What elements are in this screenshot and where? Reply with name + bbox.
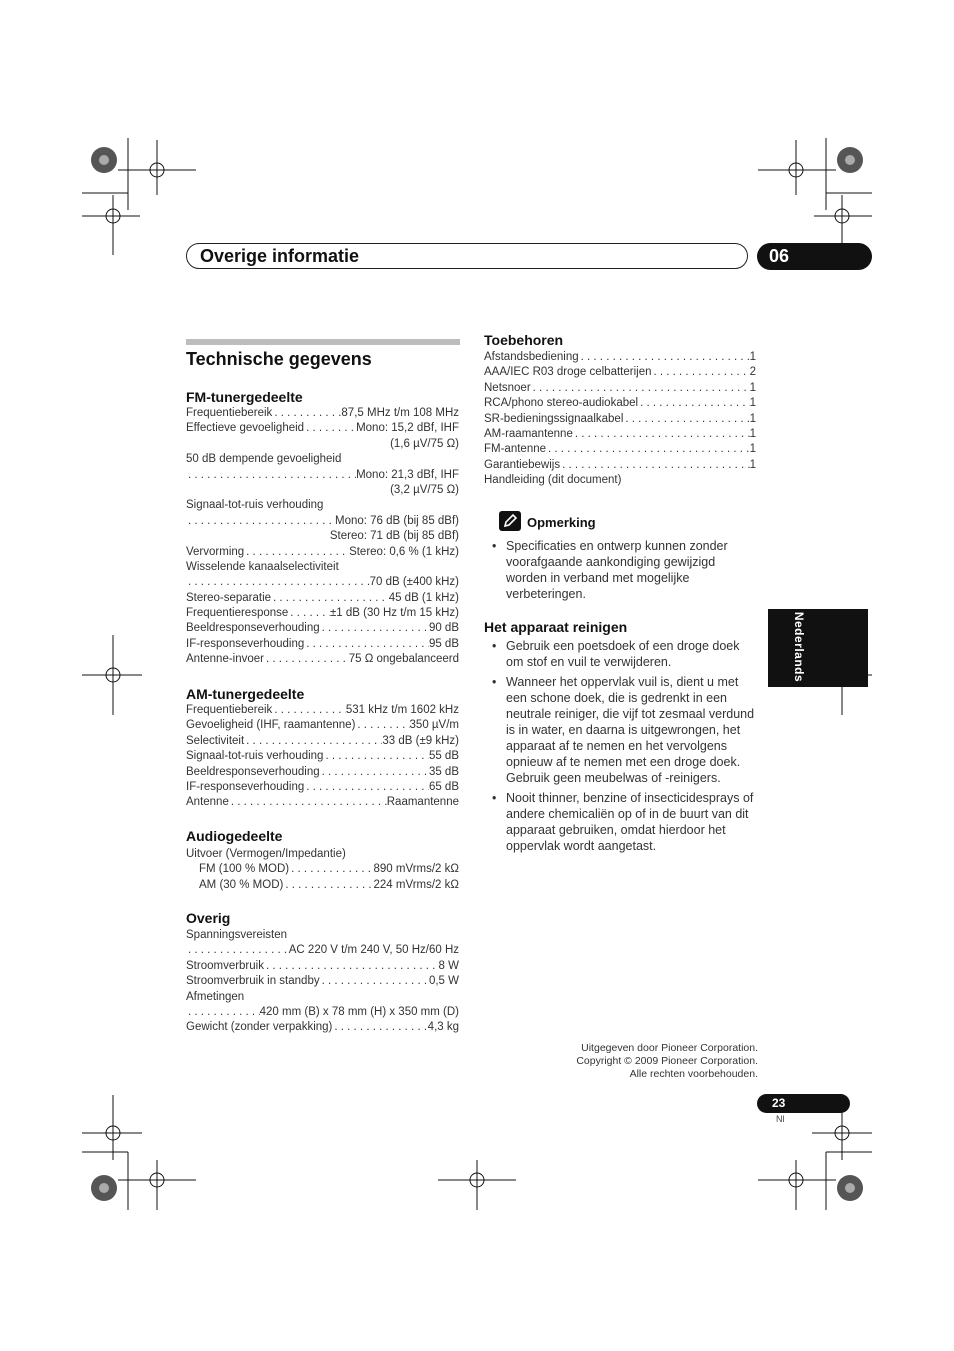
spec-label: Afstandsbediening: [484, 351, 579, 363]
language-tab-label: Nederlands: [792, 611, 806, 683]
spec-value: 8 W: [438, 959, 459, 972]
spec-label: Stroomverbruik in standby: [186, 975, 320, 988]
leader-dots: [304, 421, 356, 436]
am-heading: AM-tunergedeelte: [186, 686, 305, 702]
spec-label: Beeldresponseverhouding: [186, 622, 320, 635]
leader-dots: [355, 718, 409, 733]
leader-dots: [320, 765, 429, 780]
spec-row: [186, 406, 459, 421]
spec-value: 33 dB (±9 kHz): [382, 734, 459, 747]
spec-row: [186, 878, 459, 893]
spec-value: 1: [749, 412, 756, 425]
spec-label: Effectieve gevoeligheid: [186, 422, 305, 435]
leader-dots: [323, 749, 428, 764]
audio-heading: Audiogedeelte: [186, 828, 283, 844]
leader-dots: [304, 637, 429, 652]
spec-value: Mono: 76 dB (bij 85 dBf): [334, 514, 459, 527]
spec-row: [186, 765, 459, 780]
leader-dots: [320, 974, 429, 989]
spec-value: 87,5 MHz t/m 108 MHz: [341, 407, 459, 419]
leader-dots: [332, 1020, 427, 1035]
spec-label: Stroomverbruik: [186, 959, 264, 972]
publisher-info: [576, 1042, 758, 1081]
leader-dots: [304, 780, 429, 795]
spec-row: [484, 396, 756, 411]
spec-label: AM-raamantenne: [484, 427, 573, 440]
spec-label: RCA/phono stereo-audiokabel: [484, 397, 639, 410]
spec-row: [484, 365, 756, 380]
leader-dots: [186, 943, 289, 958]
spec-value: 1: [749, 458, 756, 471]
spec-continuation: (1,6 µV/75 Ω): [390, 437, 459, 450]
page-number: 23: [772, 1096, 786, 1110]
spec-text: Uitvoer (Vermogen/Impedantie): [186, 848, 346, 860]
spec-row: [186, 943, 459, 958]
spec-value: 1: [749, 351, 756, 363]
spec-label: Antenne: [186, 796, 229, 809]
header-title: Overige informatie: [200, 246, 360, 266]
leader-dots: [320, 621, 429, 636]
page-language: Nl: [776, 1114, 785, 1124]
leader-dots: [531, 381, 750, 396]
rights-line: Alle rechten voorbehouden.: [629, 1068, 758, 1080]
spec-label: Stereo-separatie: [186, 591, 272, 604]
pencil-icon: [499, 511, 521, 531]
spec-row: [186, 575, 459, 590]
spec-value: 890 mVrms/2 kΩ: [373, 863, 459, 876]
leader-dots: [186, 1005, 260, 1020]
spec-row: [484, 350, 756, 365]
chapter-number: 06: [769, 246, 790, 266]
spec-row: [186, 703, 459, 718]
spec-text: 50 dB dempende gevoeligheid: [186, 453, 342, 466]
spec-value: 1: [749, 427, 756, 440]
copyright-line: Copyright © 2009 Pioneer Corporation.: [576, 1055, 758, 1067]
bullet-item: • Gebruik een poetsdoek of een droge doek om stof en vuil te verwijderen.: [484, 638, 758, 670]
spec-value: Mono: 21,3 dBf, IHF: [356, 468, 459, 481]
leader-dots: [244, 734, 382, 749]
spec-row: [484, 381, 756, 396]
leader-dots: [264, 652, 349, 667]
spec-value: 65 dB: [428, 780, 459, 793]
spec-value: 1: [749, 381, 756, 394]
spec-text: Afmetingen: [186, 990, 245, 1003]
spec-label: IF-responseverhouding: [186, 780, 305, 793]
spec-row: [186, 974, 459, 989]
spec-value: 0,5 W: [428, 975, 459, 988]
spec-row: [186, 1005, 459, 1020]
audio-spec-list: [186, 847, 459, 893]
leader-dots: [288, 606, 330, 621]
spec-row: [186, 545, 459, 560]
leader-dots: [186, 575, 370, 590]
spec-row: [186, 862, 459, 877]
spec-label: Vervorming: [186, 545, 245, 558]
publisher-line: Uitgegeven door Pioneer Corporation.: [581, 1042, 758, 1054]
spec-label: Frequentiebereik: [186, 407, 273, 419]
spec-row: [484, 412, 756, 427]
note-title: Opmerking: [527, 515, 596, 530]
spec-row: [186, 421, 459, 436]
spec-row: [186, 652, 459, 667]
spec-label: Frequentieresponse: [186, 607, 289, 620]
spec-label: Selectiviteit: [186, 734, 245, 747]
leader-dots: [264, 959, 439, 974]
spec-value: 1: [749, 443, 756, 456]
spec-text: Signaal-tot-ruis verhouding: [186, 499, 324, 512]
leader-dots: [638, 396, 750, 411]
page-title: Technische gegevens: [186, 349, 372, 369]
spec-row: [186, 591, 459, 606]
leader-dots: [229, 795, 387, 810]
spec-row: [186, 637, 459, 652]
leader-dots: [651, 365, 749, 380]
spec-label: Netsnoer: [484, 381, 531, 394]
spec-row: [186, 795, 459, 810]
spec-value: Mono: 15,2 dBf, IHF: [356, 422, 459, 435]
leader-dots: [186, 514, 335, 529]
spec-row: [484, 458, 756, 473]
leader-dots: [560, 458, 750, 473]
spec-row: [484, 442, 756, 457]
spec-row: [186, 468, 459, 483]
spec-label: AM (30 % MOD): [199, 878, 284, 891]
spec-value: 95 dB: [428, 637, 459, 650]
toebehoren-heading: Toebehoren: [484, 332, 564, 348]
fm-heading: FM-tunergedeelte: [186, 389, 303, 405]
spec-value: 420 mm (B) x 78 mm (H) x 350 mm (D): [259, 1005, 459, 1018]
spec-text: Spanningsvereisten: [186, 929, 288, 941]
spec-label: Beeldresponseverhouding: [186, 765, 320, 778]
spec-row: [186, 621, 459, 636]
spec-value: AC 220 V t/m 240 V, 50 Hz/60 Hz: [288, 944, 459, 957]
spec-row: [186, 780, 459, 795]
spec-label: Gevoeligheid (IHF, raamantenne): [186, 719, 356, 732]
spec-value: 1: [749, 397, 756, 410]
spec-value: 4,3 kg: [427, 1021, 459, 1034]
spec-value: 75 Ω ongebalanceerd: [348, 653, 459, 666]
spec-value: 531 kHz t/m 1602 kHz: [345, 704, 459, 716]
spec-value: 70 dB (±400 kHz): [369, 576, 459, 589]
spec-value: Stereo: 0,6 % (1 kHz): [349, 545, 459, 558]
spec-value: 2: [749, 366, 756, 379]
note-list: [484, 538, 758, 606]
spec-value: 55 dB: [428, 750, 459, 763]
leader-dots: [579, 350, 750, 365]
spec-row: [186, 749, 459, 764]
leader-dots: [272, 703, 346, 718]
leader-dots: [289, 862, 373, 877]
spec-continuation: (3,2 µV/75 Ω): [390, 483, 459, 496]
spec-label: IF-responseverhouding: [186, 637, 305, 650]
spec-row: [186, 606, 459, 621]
bullet-item: • Specificaties en ontwerp kunnen zonder voorafgaande aankondiging gewijzigd worden in verband met mogelijke verbeteringen.: [484, 538, 758, 602]
spec-label: SR-bedieningssignaalkabel: [484, 412, 624, 425]
spec-label: FM (100 % MOD): [199, 863, 290, 876]
accessories-list: [484, 350, 756, 489]
clean-list: [484, 638, 758, 858]
spec-row: [186, 959, 459, 974]
spec-value: 350 µV/m: [409, 719, 459, 732]
bullet-item: • Wanneer het oppervlak vuil is, dient u met een schone doek, die is gedrenkt in een neutrale reiniger, die vijf tot zesmaal verdund is in water, en daarna is uitgewrongen, het apparaat af te nemen en het vervolgens opnieuw af te nemen met een droge doek. Gebruik geen meubelwas of -reinigers.: [484, 674, 758, 786]
spec-label: Garantiebewijs: [484, 458, 561, 471]
spec-row: [186, 734, 459, 749]
spec-row: [186, 718, 459, 733]
spec-continuation: Stereo: 71 dB (bij 85 dBf): [329, 530, 459, 543]
leader-dots: [573, 427, 750, 442]
spec-value: 45 dB (1 kHz): [388, 591, 459, 604]
leader-dots: [623, 412, 749, 427]
language-tab: [768, 609, 868, 687]
leader-dots: [546, 442, 750, 457]
overig-spec-list: [186, 928, 459, 1036]
spec-label: Frequentiebereik: [186, 704, 273, 716]
spec-label: Antenne-invoer: [186, 653, 264, 666]
leader-dots: [283, 878, 373, 893]
spec-text: Wisselende kanaalselectiviteit: [186, 560, 339, 573]
page-badge: [757, 1094, 850, 1113]
spec-row: [484, 427, 756, 442]
spec-label: FM-antenne: [484, 443, 547, 456]
spec-row: [186, 1020, 459, 1035]
spec-text: Handleiding (dit document): [484, 474, 622, 487]
spec-value: 90 dB: [428, 622, 459, 635]
leader-dots: [186, 468, 356, 483]
am-spec-list: [186, 703, 459, 811]
title-rule: [186, 339, 460, 345]
spec-value: Raamantenne: [386, 796, 459, 809]
spec-value: 224 mVrms/2 kΩ: [373, 878, 459, 891]
leader-dots: [244, 545, 349, 560]
overig-heading: Overig: [186, 910, 231, 926]
clean-heading: Het apparaat reinigen: [484, 619, 628, 635]
spec-label: Gewicht (zonder verpakking): [186, 1021, 333, 1034]
bullet-item: • Nooit thinner, benzine of insecticidesprays of andere chemicaliën op of in de buurt van dit apparaat gebruiken, omdat hierdoor het oppervlak wordt aangetast.: [484, 790, 758, 854]
leader-dots: [271, 591, 389, 606]
spec-row: [186, 514, 459, 529]
spec-value: 35 dB: [428, 765, 459, 778]
spec-label: Signaal-tot-ruis verhouding: [186, 750, 324, 763]
leader-dots: [272, 406, 341, 421]
spec-value: ±1 dB (30 Hz t/m 15 kHz): [329, 607, 459, 620]
fm-spec-list: [186, 406, 459, 668]
spec-label: AAA/IEC R03 droge celbatterijen: [484, 366, 652, 379]
